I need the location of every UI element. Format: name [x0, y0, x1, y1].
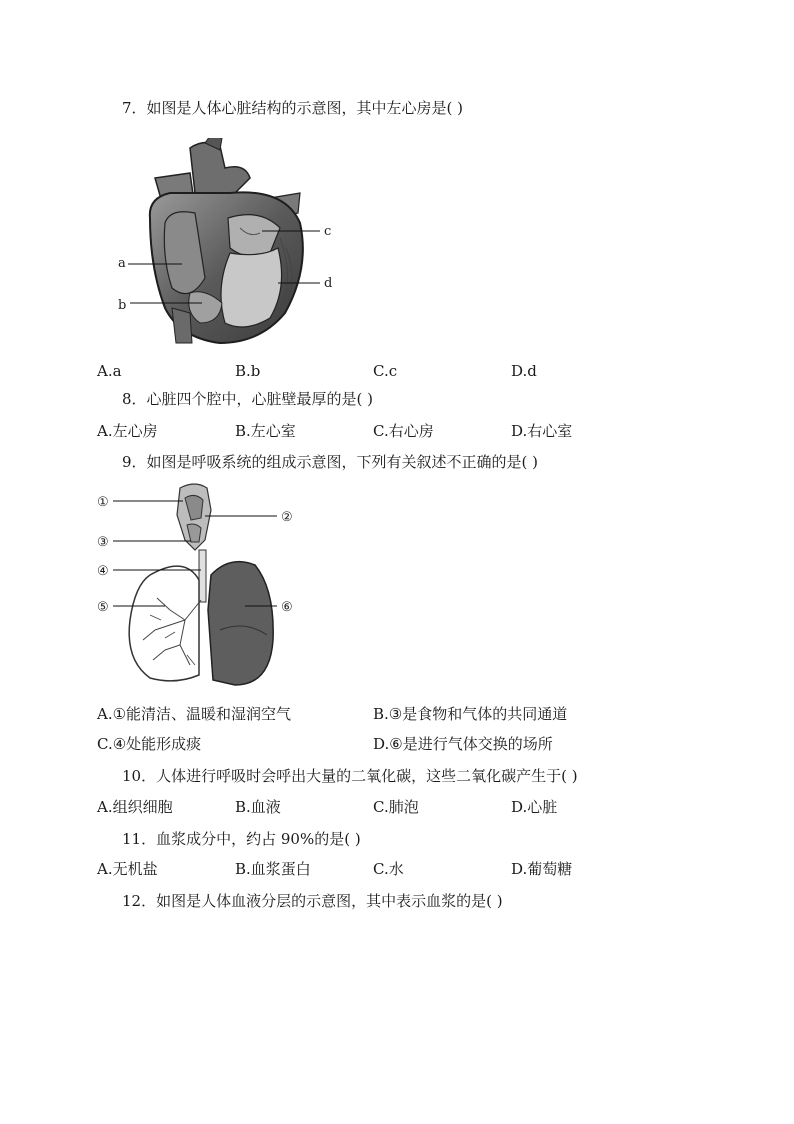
- heart-label-a: a: [118, 256, 126, 271]
- q11-option-c[interactable]: C.水: [373, 860, 404, 878]
- respiratory-system-diagram: [95, 480, 310, 695]
- q10-option-b[interactable]: B.血液: [235, 798, 281, 816]
- q7-option-c[interactable]: C.c: [373, 362, 398, 380]
- q8-option-b[interactable]: B.左心室: [235, 422, 296, 440]
- question-11-stem: 11．血浆成分中，约占 90%的是( ): [122, 830, 361, 848]
- question-9-stem: 9．如图是呼吸系统的组成示意图，下列有关叙述不正确的是( ): [122, 453, 539, 471]
- q10-option-d[interactable]: D.心脏: [511, 798, 558, 816]
- q11-option-d[interactable]: D.葡萄糖: [511, 860, 573, 878]
- q9-option-a[interactable]: A.①能清洁、温暖和湿润空气: [97, 705, 292, 723]
- q8-option-c[interactable]: C.右心房: [373, 422, 434, 440]
- q7-option-b[interactable]: B.b: [235, 362, 261, 380]
- question-7-stem: 7．如图是人体心脏结构的示意图，其中左心房是( ): [122, 99, 464, 117]
- lung-label-1: ①: [97, 495, 109, 510]
- q9-option-c[interactable]: C.④处能形成痰: [97, 735, 202, 753]
- lung-label-5: ⑤: [97, 600, 109, 615]
- question-10-stem: 10．人体进行呼吸时会呼出大量的二氧化碳，这些二氧化碳产生于( ): [122, 767, 578, 785]
- q10-option-a[interactable]: A.组织细胞: [97, 798, 173, 816]
- q7-option-a[interactable]: A.a: [97, 362, 122, 380]
- lung-label-2: ②: [281, 510, 293, 525]
- heart-label-c: c: [324, 224, 332, 239]
- q8-option-d[interactable]: D.右心室: [511, 422, 573, 440]
- lung-label-4: ④: [97, 564, 109, 579]
- lung-label-6: ⑥: [281, 600, 293, 615]
- q10-option-c[interactable]: C.肺泡: [373, 798, 419, 816]
- q9-option-b[interactable]: B.③是食物和气体的共同通道: [373, 705, 568, 723]
- heart-diagram: [110, 138, 350, 350]
- q11-option-a[interactable]: A.无机盐: [97, 860, 158, 878]
- q8-option-a[interactable]: A.左心房: [97, 422, 158, 440]
- lung-label-3: ③: [97, 535, 109, 550]
- q11-option-b[interactable]: B.血浆蛋白: [235, 860, 311, 878]
- q9-option-d[interactable]: D.⑥是进行气体交换的场所: [373, 735, 553, 753]
- question-12-stem: 12．如图是人体血液分层的示意图，其中表示血浆的是( ): [122, 892, 503, 910]
- question-8-stem: 8．心脏四个腔中，心脏壁最厚的是( ): [122, 390, 374, 408]
- heart-label-b: b: [118, 298, 127, 313]
- q7-option-d[interactable]: D.d: [511, 362, 537, 380]
- heart-label-d: d: [324, 276, 333, 291]
